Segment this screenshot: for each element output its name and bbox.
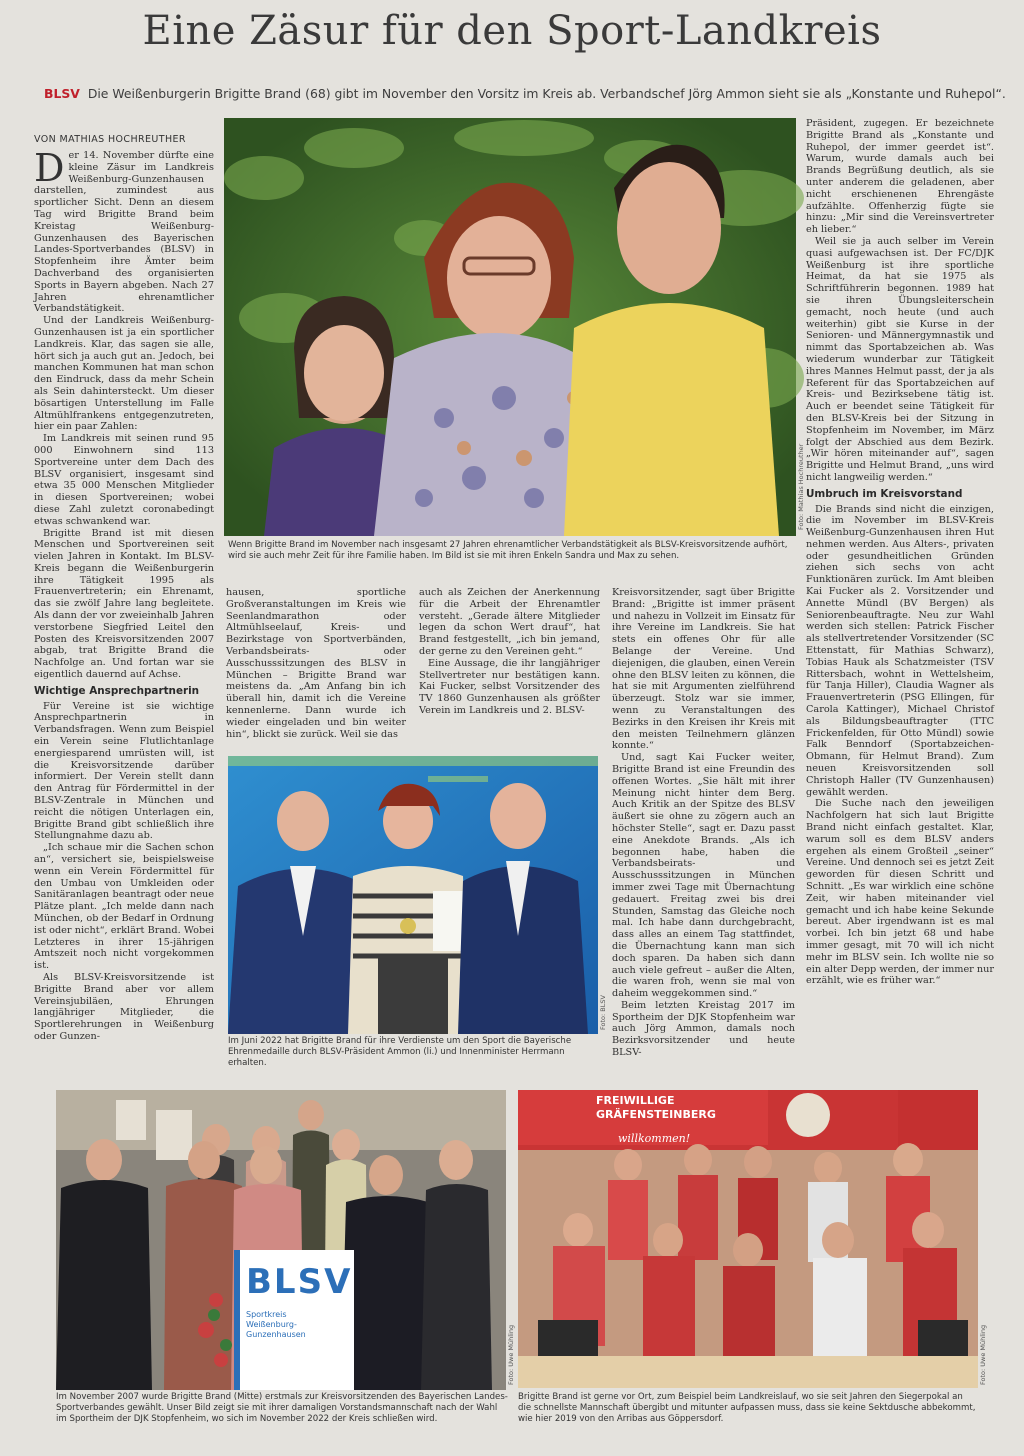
banner-line: Sportkreis bbox=[246, 1310, 287, 1319]
fire-brigade-banner bbox=[596, 1094, 716, 1122]
paragraph: Die Suche nach den jeweiligen Nachfolgern hat sich laut Brigitte Brand nicht einfach gestaltet. Klar, warum soll es dem BLSV anders ergehen als einem Großteil „seiner“ Vereine. Und dennoch sei es jetzt Zeit geworden für diesen Schritt und Schnitt. „Es war wirklich eine schöne Zeit, wir haben miteinander viel gemacht und ich habe keine Sekunde bereut. Aber irgendwann ist es mal vorbei. Ich bin jetzt 68 und habe immer gesagt, mit 70 will ich nicht mehr im BLSV sein. Ich wollte nie so ein alter Depp werden, der immer nur erzählt, wie es früher war.“ bbox=[806, 798, 994, 987]
photo-family-image bbox=[224, 118, 796, 536]
paragraph: Brigitte Brand ist mit diesen Menschen und Sportvereinen seit vielen Jahren in Kontakt. Im BLSV-Kreis begann die Weißenburgerin ihre Tätigkeit 1995 als Frauenvertreterin; ein Ehrenamt, das sie zwölf Jahre lang begleitete. Als dann der vor zweieinhalb Jahren verstorbene Siegfried Leitel den Posten des Kreisvorsitzenden 2007 abgab, trat Brigitte Brand die Nachfolge an. Und fortan war sie eigentlich dauernd auf Achse. bbox=[34, 527, 214, 681]
column-3 bbox=[419, 587, 600, 732]
paragraph: Und, sagt Kai Fucker weiter, Brigitte Brand ist eine Freundin des offenen Wortes. „Sie hält mit ihrer Meinung nicht hinter dem Berg. Auch Kritik an der Spitze des BLSV äußert sie ohne zu zögern auch an höchster Stelle“, sagt er. Dazu passt eine Anekdote Brands. „Als ich begonnen habe, haben die Verbandsbeirats- und Ausschusssitzungen in München immer zwei Tage mit Übernachtung gedauert. Freitag zwei bis drei Stunden, Samstag das Gleiche noch mal. Ich habe dann durchgebracht, dass alles an einem Tag stattfindet, die Übernachtung kann man sich doch sparen. Da haben sich dann auch viele gefreut – außer die Alten, die waren froh, wenn sie mal von daheim weggekommen sind.“ bbox=[612, 752, 795, 1000]
column-5 bbox=[806, 118, 994, 1068]
banner-line: FREIWILLIGE bbox=[596, 1094, 675, 1107]
column-2 bbox=[226, 587, 406, 740]
paragraph-text: er 14. November dürfte eine kleine Zäsur im Landkreis Weißenburg-Gunzenhausen darstellen, zumindest aus sportlicher Sicht. Denn an diesem Tag wird Brigitte Brand beim Kreistag Weißenburg-Gunzenhausen des Bayerischen Landes-Sportverbandes (BLSV) in Stopfenheim ihre Ämter beim Dachverband des organisierten Sports in Bayern abgeben. Nach 27 Jahren ehrenamtlicher Verbandstätigkeit. bbox=[34, 150, 214, 315]
paragraph: Und der Landkreis Weißenburg-Gunzenhausen ist ja ein sportlicher Landkreis. Klar, das sagen sie alle, hört sich ja auch gut an. Jedoch, bei manchen Kommunen hat man schon den Eindruck, dass da mehr Schein als Sein dahintersteckt. Um dieser bösartigen Unterstellung im Falle Altmühlfrankens entgegenzutreten, hier ein paar Zahlen: bbox=[34, 315, 214, 433]
photo-caption: Im November 2007 wurde Brigitte Brand (Mitte) erstmals zur Kreisvorsitzenden des Bayerischen Landes-Sportverbandes gewählt. Unser Bild zeigt sie mit ihrer damaligen Vorstandsmannschaft nach der Wahl im Sportheim der DJK Stopfenheim, wo sich im November 2022 der Kreis schließen wird. bbox=[56, 1392, 508, 1424]
dropcap: D bbox=[34, 146, 65, 190]
photo-board-image bbox=[56, 1090, 506, 1390]
byline: VON MATHIAS HOCHREUTHER bbox=[34, 134, 186, 145]
column-1 bbox=[34, 146, 214, 1170]
paragraph: Eine Aussage, die ihr langjähriger Stellvertreter nur bestätigen kann. Kai Fucker, selbst Vorsitzender des TV 1860 Gunzenhausen als größter Verein im Landkreis und 2. BLSV- bbox=[419, 657, 600, 716]
paragraph: „Ich schaue mir die Sachen schon an“, versichert sie, beispielsweise wenn ein Verein Fördermittel für den Umbau von Umkleiden oder Sanitäranlagen beantragt oder neue Plätze plant. „Ich melde dann nach München, ob der Bedarf in Ordnung ist oder nicht“, erklärt Brand. Wobei Letzteres in ihrer 15-jährigen Amtszeit noch nicht vorgekommen ist. bbox=[34, 842, 214, 972]
banner-line: Weißenburg-Gunzenhausen bbox=[246, 1320, 306, 1339]
photo-board-2007 bbox=[56, 1090, 506, 1390]
photo-credit: Foto: Uwe Mühling bbox=[979, 1324, 987, 1385]
welcome-banner: willkommen! bbox=[618, 1132, 691, 1145]
paragraph bbox=[34, 146, 214, 315]
subhead: Wichtige Ansprechpartnerin bbox=[34, 684, 200, 697]
photo-credit: Foto: Uwe Mühling bbox=[507, 1324, 515, 1385]
photo-landkreislauf-image bbox=[518, 1090, 978, 1388]
paragraph: Präsident, zugegen. Er bezeichnete Brigitte Brand als „Konstante und Ruhepol, der immer geerdet ist“. Warum, wurde damals auch bei Brands Begrüßung deutlich, als sie unter anderem die geladenen, aber nicht erschienenen Ehrengäste aufzählte. Offenherzig fügte sie hinzu: „Mir sind die Vereinsvertreter eh lieber.“ bbox=[806, 118, 994, 236]
subhead: Umbruch im Kreisvorstand bbox=[806, 487, 963, 500]
paragraph: Die Brands sind nicht die einzigen, die im November im BLSV-Kreis Weißenburg-Gunzenhausen ihren Hut nehmen werden. Aus Alters-, privaten oder gesundheitlichen Gründen ziehen sich sechs von acht Funktionären zurück. Im Amt bleiben Kai Fucker als 2. Vorsitzender und Annette Mündl (BV Bergen) als Seniorenbeauftragte. Neu zur Wahl werden sich stellen: Patrick Fischer als stellvertretender Vorsitzender (SC Ettenstatt, für Mathias Schwarz), Tobias Hauk als Schatzmeister (TSV Rittersbach, wohnt in Wettelsheim, für Tanja Hiller), Claudia Wagner als Frauenvertreterin (PSG Ellingen, für Carola Kattinger), Michael Christof als Bildungsbeauftragter (TTC Frickenfelden, für Otto Mündl) sowie Falk Benndorf (Sportabzeichen-Obmann, für Helmut Brand). Zum neuen Kreisvorsitzenden soll Christoph Haller (TV Gunzenhausen) gewählt werden. bbox=[806, 503, 994, 798]
paragraph: Als BLSV-Kreisvorsitzende ist Brigitte Brand aber vor allem Vereinsjubiläen, Ehrungen langjähriger Mitglieder, die Sportlerehrungen in Weißenburg oder Gunzen- bbox=[34, 971, 214, 1042]
kicker: BLSV bbox=[44, 86, 80, 101]
photo-landkreislauf bbox=[518, 1090, 978, 1388]
blsv-banner-sub bbox=[246, 1310, 346, 1340]
subline-text: Die Weißenburgerin Brigitte Brand (68) gibt im November den Vorsitz im Kreis ab. Verbandschef Jörg Ammon sieht sie als „Konstante und Ruhepol“. bbox=[87, 86, 1006, 101]
banner-line: GRÄFENSTEINBERG bbox=[596, 1108, 716, 1121]
photo-caption: Im Juni 2022 hat Brigitte Brand für ihre Verdienste um den Sport die Bayerische Ehrenmedaille durch BLSV-Präsident Ammon (li.) und Innenminister Herrmann erhalten. bbox=[228, 1036, 572, 1068]
photo-caption: Wenn Brigitte Brand im November nach insgesamt 27 Jahren ehrenamtlicher Verbandstätigkeit als BLSV-Kreisvorsitzende aufhört, wird sie auch mehr Zeit für ihre Familie haben. Im Bild ist sie mit ihren Enkeln Sandra und Max zu sehen. bbox=[228, 540, 788, 561]
paragraph: Weil sie ja auch selber im Verein quasi aufgewachsen ist. Der FC/DJK Weißenburg ist ihre sportliche Heimat, da hat sie 1975 als Schriftführerin begonnen. 1989 hat sie ihren Übungsleiterschein gemacht, noch heute (und auch weiterhin) gibt sie Kurse in der Senioren- und Männergymnastik und nimmt das Sportabzeichen ab. Was wiederum wunderbar zur Tätigkeit ihres Mannes Helmut passt, der ja als Referent für das Sportabzeichen auf Kreis- und Bezirksebene tätig ist. Auch er beendet seine Tätigkeit für den BLSV-Kreis bei der Sitzung in Stopfenheim im November, im März folgt der Abschied aus dem Bezirk. „Wir hören miteinander auf“, sagen Brigitte und Helmut Brand, „uns wird nicht langweilig werden.“ bbox=[806, 235, 994, 483]
photo-award-image bbox=[228, 756, 598, 1034]
photo-credit: Foto: BLSV bbox=[599, 995, 607, 1030]
paragraph: Für Vereine ist sie wichtige Ansprechpartnerin in Verbandsfragen. Wenn zum Beispiel ein Verein seine Flutlichtanlage energiesparend umrüsten will, ist die Kreisvorsitzende darüber informiert. Der Verein stellt dann den Antrag für Fördermittel in der BLSV-Zentrale in München und reicht die nötigen Unterlagen ein, Brigitte Brand gibt schließlich ihre Stellungnahme dazu ab. bbox=[34, 700, 214, 842]
paragraph: Beim letzten Kreistag 2017 im Sportheim der DJK Stopfenheim war auch Jörg Ammon, damals noch Bezirksvorsitzender und heute BLSV- bbox=[612, 999, 795, 1059]
photo-family bbox=[224, 118, 796, 536]
subline bbox=[44, 86, 1006, 101]
paragraph: auch als Zeichen der Anerkennung für die Arbeit der Ehrenamtler versteht. „Gerade ältere Mitglieder legen da schon Wert drauf“, hat Brand festgestellt, „ich bin jemand, der gerne zu den Vereinen geht.“ bbox=[419, 587, 600, 657]
photo-caption: Brigitte Brand ist gerne vor Ort, zum Beispiel beim Landkreislauf, wo sie seit Jahren den Siegerpokal an die schnellste Mannschaft übergibt und mitunter aufpassen muss, dass sie keine Sektdusche abbekommt, wie hier 2019 von den Arribas aus Göppersdorf. bbox=[518, 1392, 976, 1424]
paragraph: Im Landkreis mit seinen rund 95 000 Einwohnern sind 113 Sportvereine unter dem Dach des BLSV organisiert, insgesamt sind etwa 35 000 Menschen Mitglieder in diesen Sportvereinen; wobei diese Zahl zuletzt coronabedingt etwas schwankend war. bbox=[34, 433, 214, 527]
paragraph: Kreisvorsitzender, sagt über Brigitte Brand: „Brigitte ist immer präsent und nahezu in Vollzeit im Einsatz für ihre Vereine im Landkreis. Sie hat stets ein offenes Ohr für alle Belange der Vereine. Und diejenigen, die glauben, einen Verein ohne den BLSV leiten zu können, die hat sie mit Argumenten zielführend überzeugt. Stolz war sie immer, wenn zu Veranstaltungen des Bezirks in den Kreisen ihr Kreis mit den meisten Teilnehmern glänzen konnte.“ bbox=[612, 587, 795, 752]
photo-award bbox=[228, 756, 598, 1034]
photo-credit: Foto: Mathias Hochreuther bbox=[797, 443, 805, 530]
paragraph: hausen, sportliche Großveranstaltungen im Kreis wie Seenlandmarathon oder Altmühlseelauf, Kreis- und Bezirkstage von Sportverbänden, Verbandsbeirats- oder Ausschusssitzungen des BLSV in München – Brigitte Brand war meistens da. „Am Anfang bin ich überall hin, damit ich die Vereine kennenlerne. Dann wurde ich wieder eingeladen und bin weiter hin“, blickt sie zurück. Weil sie das bbox=[226, 587, 406, 740]
headline: Eine Zäsur für den Sport-Landkreis bbox=[142, 8, 882, 54]
blsv-banner-logo: BLSV bbox=[246, 1262, 353, 1302]
column-4 bbox=[612, 587, 795, 1065]
